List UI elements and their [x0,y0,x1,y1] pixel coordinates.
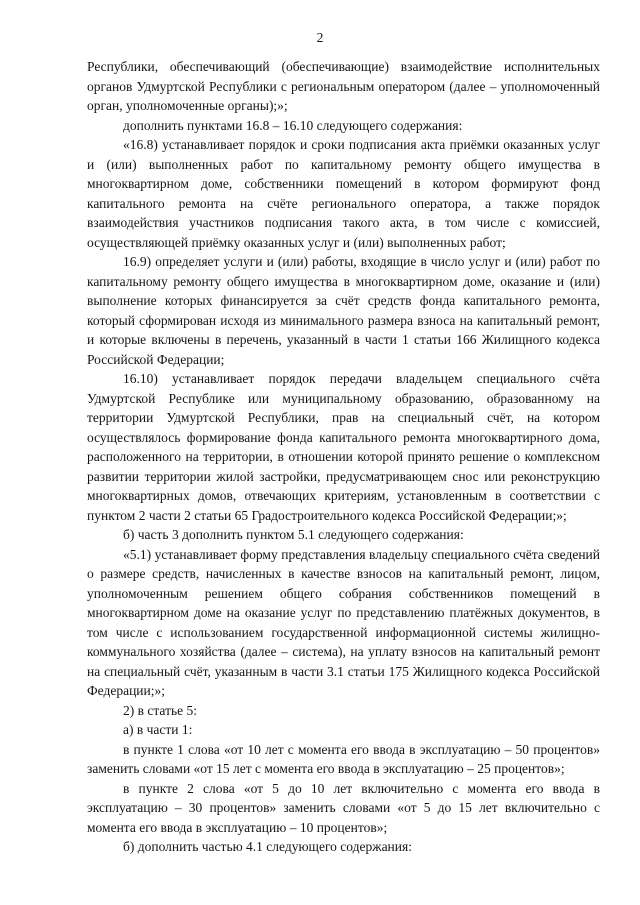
paragraph: Республики, обеспечивающий (обеспечивающие) взаимодействие исполнительных органов Удмуртской Республики с региональным оператором (далее – уполномоченный орган, уполномоченные органы);»; [87,59,600,113]
paragraph: 2) в статье 5: [123,702,197,718]
paragraph: в пункте 1 слова «от 10 лет с момента его ввода в эксплуатацию – 50 процентов» заменить словами «от 15 лет с момента его ввода в эксплуатацию – 25 процентов»; [87,741,600,776]
paragraph: б) часть 3 дополнить пунктом 5.1 следующего содержания: [123,527,464,542]
paragraph: 16.10) устанавливает порядок передачи владельцем специального счёта Удмуртской Республике или муниципальному образованию, образованному на территории Удмуртской Республики, прав на специальный счёт, на котором осуществлялось формирование фонда капитального ремонта многоквартирного дома, расположенного на территории, в отношении которой принято решение о комплексном развитии территории жилой застройки, предусматривающем снос или реконструкцию многоквартирных домов, отвечающих критериям, установленным в соответствии с пунктом 2 части 2 статьи 65 Градостроительного кодекса Российской Федерации;»; [87,371,600,523]
paragraph: дополнить пунктами 16.8 – 16.10 следующего содержания: [123,117,463,133]
paragraph: «16.8) устанавливает порядок и сроки подписания акта приёмки оказанных услуг и (или) выполненных работ по капитальному ремонту общего имущества в многоквартирном доме, собственники помещений в котором формируют фонд капитального ремонта на счёте регионального оператора, а также порядок взаимодействия участников подписания такого акта, в том числе с комиссией, осуществляющей приёмку оказанных услуг и (или) выполненных работ; [87,137,600,250]
paragraph: а) в части 1: [123,722,193,737]
paragraph: «5.1) устанавливает форму представления владельцу специального счёта сведений о размере средств, начисленных в качестве взносов на капитальный ремонт, лицом, уполномоченным решением общего собрания собственников помещений в многоквартирном доме на оказание услуг по представлению платёжных документов, в том числе с использованием государственной информационной системы жилищно-коммунального хозяйства (далее – система), на уплату взносов на капитальный ремонт на специальный счёт, указанным в части 3.1 статьи 175 Жилищного кодекса Российской Федерации;»; [87,546,600,698]
page-number: 2 [316,30,324,45]
paragraph: в пункте 2 слова «от 5 до 10 лет включительно с момента его ввода в эксплуатацию – 30 процентов» заменить словами «от 5 до 15 лет включительно с момента его ввода в эксплуатацию – 10 процентов»; [87,780,600,835]
document-body [87,57,600,857]
paragraph: б) дополнить частью 4.1 следующего содержания: [123,839,412,854]
paragraph: 16.9) определяет услуги и (или) работы, входящие в число услуг и (или) работ по капитальному ремонту общего имущества в многоквартирном доме, оказание и (или) выполнение которых финансируется за счёт средств фонда капитального ремонта, который сформирован исходя из минимального размера взноса на капитальный ремонт, и которые включены в перечень, указанный в части 1 статьи 166 Жилищного кодекса Российской Федерации; [87,254,600,367]
